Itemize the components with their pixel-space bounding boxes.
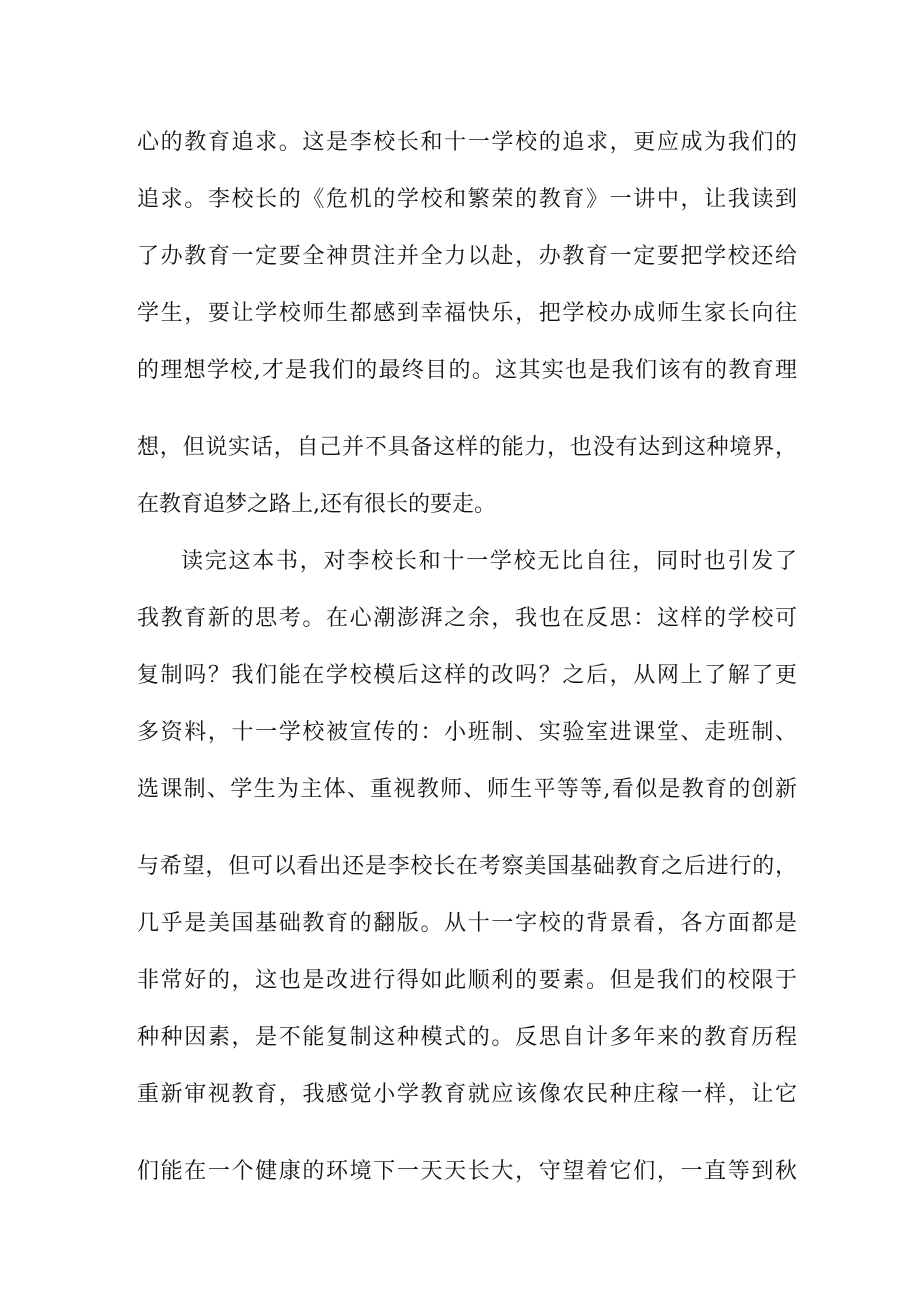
text-line: 几乎是美国基础教育的翻版。从十一字校的背景看，各方面都是 bbox=[137, 911, 797, 936]
text-line: 多资料，十一学校被宣传的：小班制、实验室进课堂、走班制、 bbox=[137, 720, 797, 745]
text-line: 了办教育一定要全神贯注并全力以赴，办教育一定要把学校还给 bbox=[137, 244, 797, 269]
text-line: 与希望，但可以看出还是李校长在考察美国基础教育之后进行的， bbox=[137, 854, 797, 879]
text-line: 非常好的，这也是改进行得如此顺利的要素。但是我们的校限于 bbox=[137, 968, 797, 993]
text-line: 重新审视教育，我感觉小学教育就应该像农民种庄稼一样，让它 bbox=[137, 1082, 797, 1107]
text-line: 读完这本书，对李校长和十一学校无比自往，同时也引发了 bbox=[181, 549, 797, 574]
text-line: 想，但说实话，自己并不具备这样的能力，也没有达到这种境界， bbox=[137, 435, 797, 460]
text-line: 学生，要让学校师生都感到幸福快乐，把学校办成师生家长向往 bbox=[137, 301, 797, 326]
text-line: 心的教育追求。这是李校长和十一学校的追求，更应成为我们的 bbox=[137, 130, 797, 155]
text-line: 在教育追梦之路上,还有很长的要走。 bbox=[137, 492, 496, 517]
text-line: 们能在一个健康的环境下一天天长大，守望着它们，一直等到秋 bbox=[137, 1159, 797, 1184]
text-line: 我教育新的思考。在心潮澎湃之余，我也在反思：这样的学校可 bbox=[137, 606, 797, 631]
text-line: 复制吗？我们能在学校模后这样的改吗？之后，从网上了解了更 bbox=[137, 663, 797, 688]
text-line: 选课制、学生为主体、重视教师、师生平等等,看似是教育的创新 bbox=[137, 777, 797, 802]
text-line: 的理想学校,才是我们的最终目的。这其实也是我们该有的教育理 bbox=[137, 358, 797, 383]
text-line: 种种因素，是不能复制这种模式的。反思自计多年来的教育历程 bbox=[137, 1025, 797, 1050]
text-line: 追求。李校长的《危机的学校和繁荣的教育》一讲中，让我读到 bbox=[137, 187, 797, 212]
